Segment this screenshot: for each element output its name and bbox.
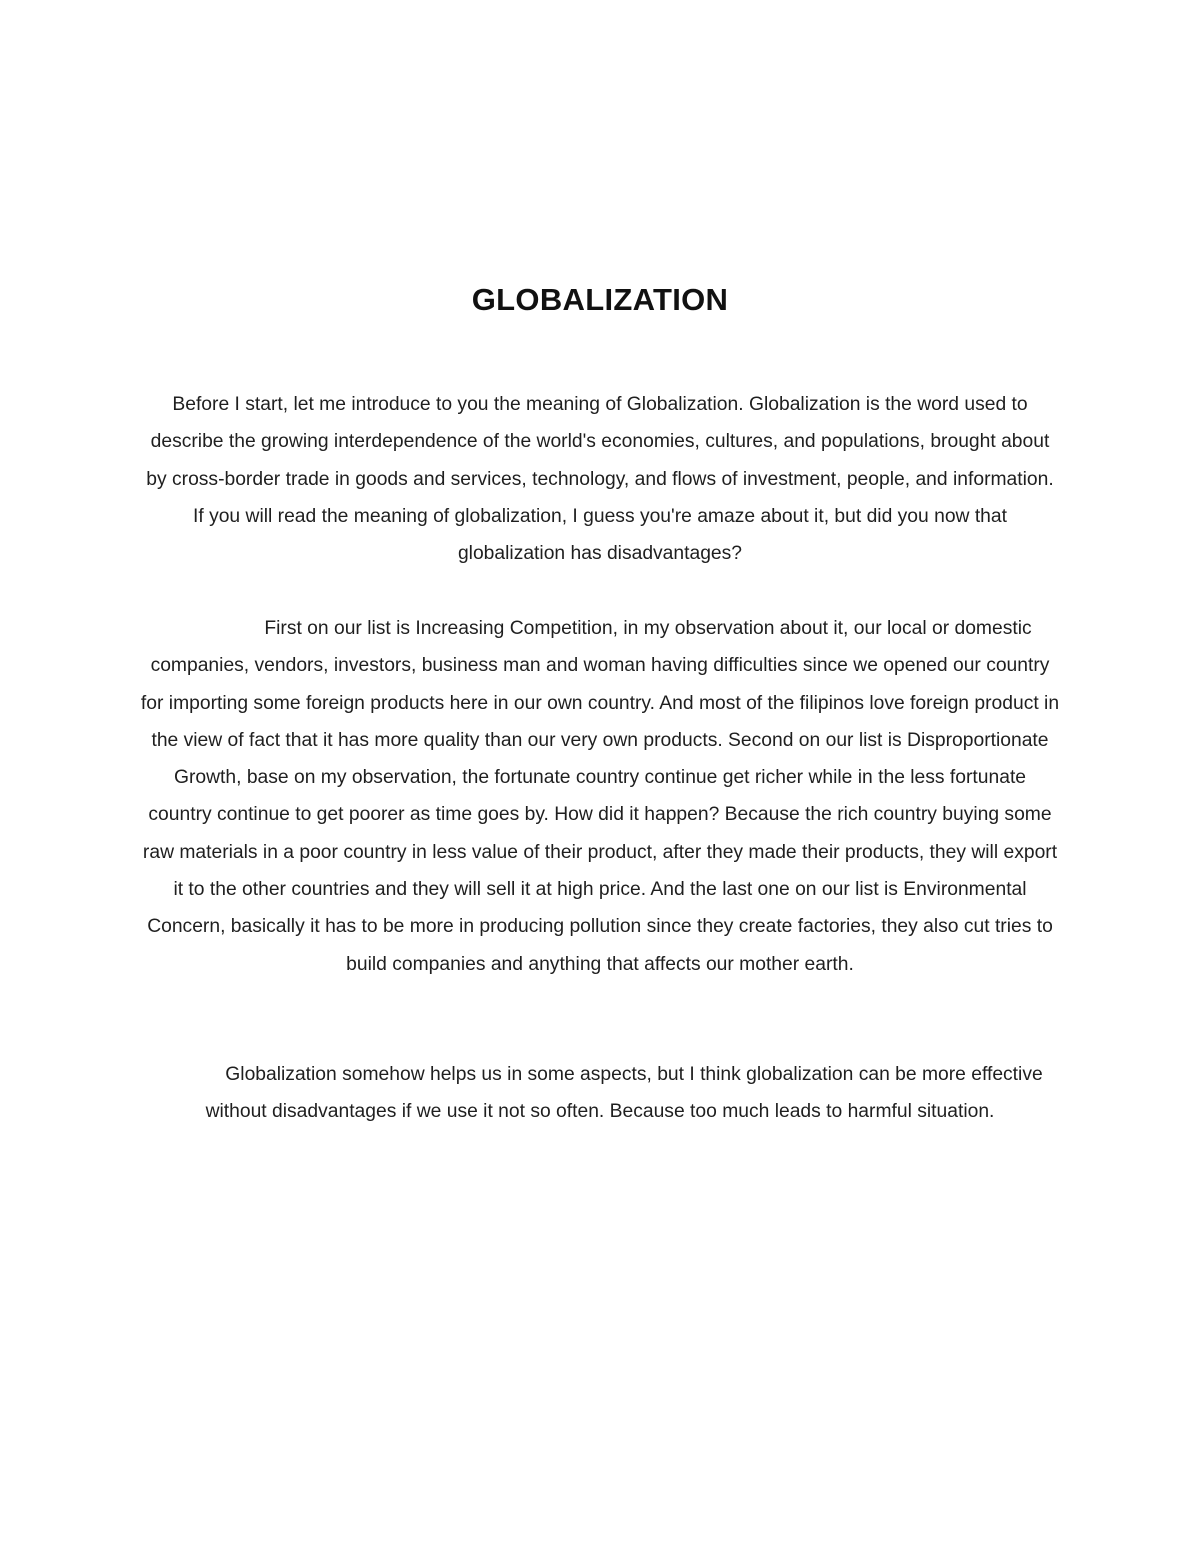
paragraph-conclusion: Globalization somehow helps us in some aspects, but I think globalization can be more effective without disadvantages if we use it not so often. Because too much leads to harmful situation. [205, 1064, 1043, 1123]
paragraph-definition: Before I start, let me introduce to you the meaning of Globalization. Globalization is the word used to describe the growing interdependence of the world's economies, cultures, and populations, brought about by cross-border trade in goods and services, technology, and flows of investment, people, and information. If you will read the meaning of globalization, I guess you're amaze about it, but did you now that globalization has disadvantages? [146, 394, 1054, 565]
paragraph-disadvantages: First on our list is Increasing Competition, in my observation about it, our local or domestic companies, vendors, investors, business man and woman having difficulties since we opened our country for importing some foreign products here in our own country. And most of the filipinos love foreign product in the view of fact that it has more quality than our very own products. Second on our list is Disproportionate Growth, base on my observation, the fortunate country continue get richer while in the less fortunate country continue to get poorer as time goes by. How did it happen? Because the rich country buying some raw materials in a poor country in less value of their product, after they made their products, they will export it to the other countries and they will sell it at high price. And the last one on our list is Environmental Concern, basically it has to be more in producing pollution since they create factories, they also cut tries to build companies and anything that affects our mother earth. [140, 618, 1060, 975]
document-title: GLOBALIZATION [471, 282, 729, 317]
